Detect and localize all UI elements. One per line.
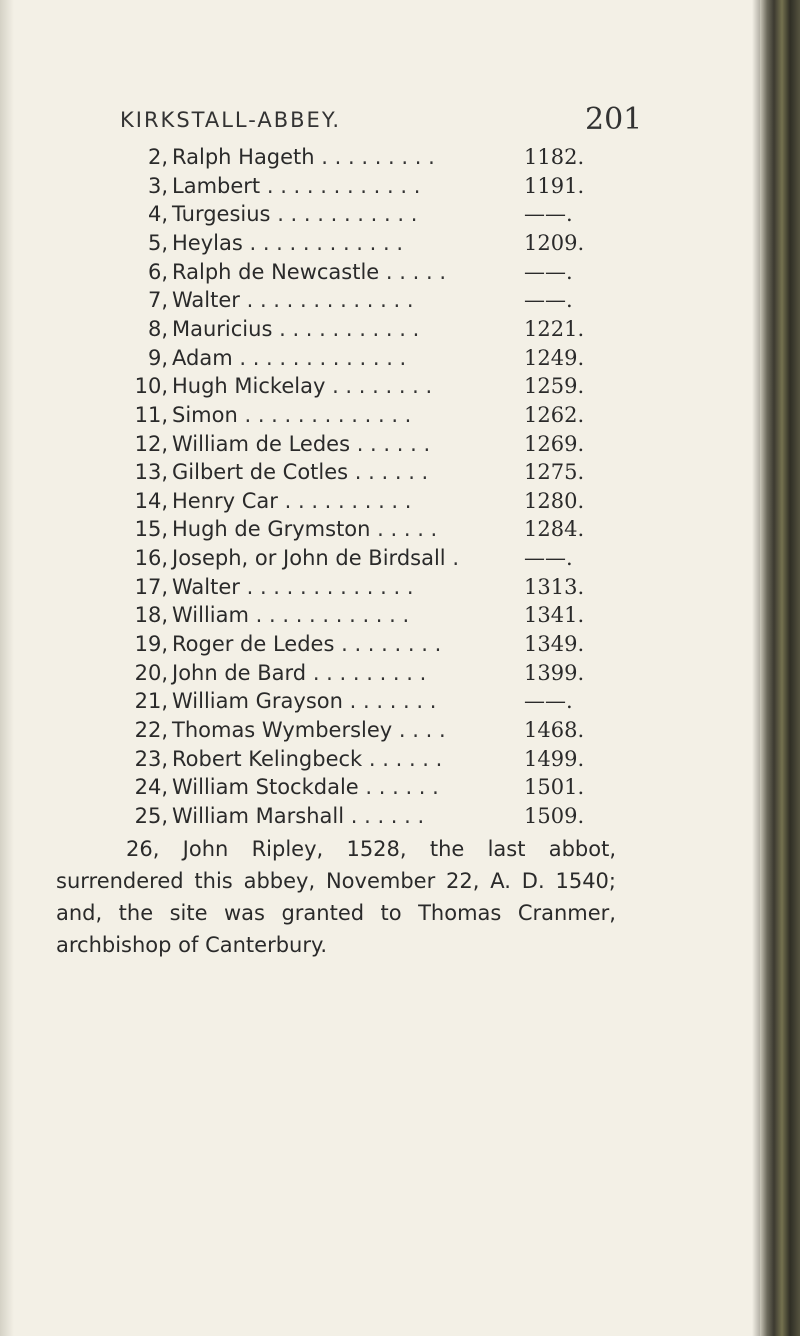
list-item <box>0 457 800 487</box>
abbot-name-line <box>172 486 411 516</box>
list-item <box>0 772 800 802</box>
abbot-year: 1249. <box>524 345 585 370</box>
leader-dots: . . . . . <box>385 259 446 284</box>
abbot-number: 11, <box>134 402 168 427</box>
abbot-name-line <box>172 371 432 401</box>
abbot-year: 1209. <box>524 230 585 255</box>
abbot-year: 1399. <box>524 660 585 685</box>
closing-text: 26, John Ripley, 1528, the last abbot, surrendered this abbey, November 22, A. D. 1540; and, the site was granted to Thomas Cranmer, archbishop of Canterbury. <box>56 837 616 957</box>
abbot-name: Hugh Mickelay <box>172 374 326 399</box>
abbot-number: 12, <box>134 431 168 456</box>
abbot-number: 16, <box>134 546 168 571</box>
abbot-name: Ralph de Newcastle <box>172 259 380 284</box>
leader-dots: . . . . . . . . . . . . <box>255 603 410 628</box>
list-item <box>0 658 800 688</box>
leader-dots: . . . . . . . . . . . . . <box>244 402 412 427</box>
abbot-year: 1262. <box>524 402 585 427</box>
leader-dots: . . . . . . <box>354 460 429 485</box>
list-item <box>0 572 800 602</box>
abbot-year: 1313. <box>524 574 585 599</box>
abbot-number: 17, <box>134 574 168 599</box>
abbot-year: ——. <box>524 202 573 227</box>
abbot-name: Henry Car <box>172 488 278 513</box>
list-item <box>0 400 800 430</box>
abbot-name-line <box>172 343 406 373</box>
abbot-year: ——. <box>524 259 573 284</box>
leader-dots: . . . . <box>398 718 446 742</box>
abbot-name-line <box>172 429 430 459</box>
list-item <box>0 801 800 831</box>
abbot-name-line <box>172 514 437 544</box>
abbot-year: 1280. <box>524 488 585 513</box>
abbot-number: 23, <box>134 746 168 771</box>
abbot-year: 1468. <box>524 718 585 742</box>
leader-dots: . . . . . . . . . . . <box>279 316 420 341</box>
abbot-number: 6, <box>147 259 168 284</box>
abbot-name: Lambert <box>172 173 261 198</box>
abbot-year: 1221. <box>524 316 585 341</box>
abbot-name: Gilbert de Cotles <box>172 460 349 485</box>
list-item <box>0 715 800 745</box>
leader-dots: . . . . . . <box>350 803 425 828</box>
abbot-year: 1499. <box>524 746 585 771</box>
abbot-name: Walter <box>172 288 240 313</box>
abbot-number: 5, <box>147 230 168 255</box>
leader-dots: . . . . . . . . . . . . . <box>246 574 414 599</box>
leader-dots: . . . . . . <box>368 746 443 771</box>
abbot-name: Joseph, or John de Birdsall <box>172 546 446 571</box>
list-item <box>0 486 800 516</box>
abbot-name: William Marshall <box>172 803 345 828</box>
abbot-number: 21, <box>134 689 168 714</box>
abbot-number: 24, <box>134 775 168 800</box>
list-item <box>0 171 800 201</box>
abbot-year: ——. <box>524 689 573 714</box>
abbot-name-line <box>172 572 414 602</box>
abbot-year: 1349. <box>524 632 585 657</box>
abbot-name: William de Ledes <box>172 431 351 456</box>
abbot-name-line <box>172 629 441 659</box>
list-item <box>0 314 800 344</box>
abbot-name-line <box>172 744 442 774</box>
list-item <box>0 629 800 659</box>
abbot-name-line <box>172 457 428 487</box>
abbot-name: John de Bard <box>172 660 307 685</box>
abbot-name-line <box>172 686 436 716</box>
list-item <box>0 514 800 544</box>
abbot-year: 1509. <box>524 803 585 828</box>
list-item <box>0 142 800 172</box>
abbot-number: 13, <box>134 460 168 485</box>
abbot-number: 18, <box>134 603 168 628</box>
abbot-number: 7, <box>147 288 168 313</box>
abbot-name-line <box>172 171 420 201</box>
abbot-name-line <box>172 257 446 287</box>
abbot-number: 15, <box>134 517 168 542</box>
list-item <box>0 285 800 315</box>
abbot-number: 20, <box>134 660 168 685</box>
abbot-year: 1269. <box>524 431 585 456</box>
abbot-year: 1341. <box>524 603 585 628</box>
abbot-name: Thomas Wymbersley <box>172 718 393 742</box>
list-item <box>0 600 800 630</box>
list-item <box>0 744 800 774</box>
abbot-year: ——. <box>524 546 573 571</box>
abbot-year: 1275. <box>524 460 585 485</box>
running-title: KIRKSTALL-ABBEY. <box>120 108 342 132</box>
list-item <box>0 199 800 229</box>
abbot-name-line <box>172 199 417 229</box>
list-item <box>0 543 800 573</box>
leader-dots: . . . . . . . <box>349 689 437 714</box>
abbot-number: 4, <box>147 202 168 227</box>
abbot-name: Roger de Ledes <box>172 632 335 657</box>
abbot-year: 1191. <box>524 173 585 198</box>
leader-dots: . . . . . . . . <box>332 374 433 399</box>
list-item <box>0 228 800 258</box>
list-item <box>0 257 800 287</box>
abbot-name-line <box>172 543 459 573</box>
leader-dots: . . . . . . . . . . . . . <box>246 288 414 313</box>
abbot-name: William <box>172 603 249 628</box>
list-item <box>0 429 800 459</box>
abbot-name: Turgesius <box>172 202 271 227</box>
abbot-year: 1259. <box>524 374 585 399</box>
abbot-name-line <box>172 285 414 315</box>
abbot-year: 1501. <box>524 775 585 800</box>
abbot-name-line <box>172 142 435 172</box>
abbot-number: 19, <box>134 632 168 657</box>
abbot-name-line <box>172 314 419 344</box>
abbot-name: Simon <box>172 402 238 427</box>
leader-dots: . . . . . . . . . . . . . <box>239 345 407 370</box>
abbot-name: William Stockdale <box>172 775 359 800</box>
abbot-year: ——. <box>524 288 573 313</box>
leader-dots: . . . . . <box>377 517 438 542</box>
abbot-number: 25, <box>134 803 168 828</box>
abbot-number: 22, <box>134 718 168 742</box>
abbot-name: Heylas <box>172 230 243 255</box>
leader-dots: . . . . . . <box>356 431 431 456</box>
list-item <box>0 686 800 716</box>
closing-paragraph <box>56 833 616 961</box>
abbot-name: Ralph Hageth <box>172 145 315 169</box>
leader-dots: . . . . . . . . . . . . <box>249 230 404 255</box>
page-number: 201 <box>585 102 643 137</box>
abbot-year: 1182. <box>524 145 585 169</box>
leader-dots: . . . . . . . . . . <box>284 488 412 513</box>
abbot-name-line <box>172 658 426 688</box>
abbot-number: 3, <box>147 173 168 198</box>
abbot-name: William Grayson <box>172 689 343 714</box>
leader-dots: . . . . . . . . <box>341 632 442 657</box>
abbot-name: Walter <box>172 574 240 599</box>
abbot-name: Robert Kelingbeck <box>172 746 363 771</box>
leader-dots: . . . . . . . . . . . <box>277 202 418 227</box>
abbot-name: Adam <box>172 345 233 370</box>
leader-dots: . . . . . . <box>365 775 439 800</box>
leader-dots: . <box>452 546 460 571</box>
abbot-name-line <box>172 801 424 831</box>
abbot-name: Mauricius <box>172 316 273 341</box>
abbot-number: 10, <box>134 374 168 399</box>
abbot-number: 9, <box>147 345 168 370</box>
abbot-year: 1284. <box>524 517 585 542</box>
abbot-name-line <box>172 400 411 430</box>
abbot-number: 2, <box>147 145 168 169</box>
list-item <box>0 343 800 373</box>
abbot-name-line <box>172 772 439 802</box>
leader-dots: . . . . . . . . . <box>321 145 435 169</box>
abbot-name-line <box>172 228 403 258</box>
abbot-name-line <box>172 715 446 745</box>
abbot-number: 8, <box>147 316 168 341</box>
leader-dots: . . . . . . . . . <box>312 660 427 685</box>
abbot-name-line <box>172 600 409 630</box>
list-item <box>0 371 800 401</box>
abbot-number: 14, <box>134 488 168 513</box>
abbot-name: Hugh de Grymston <box>172 517 371 542</box>
leader-dots: . . . . . . . . . . . . <box>266 173 421 198</box>
